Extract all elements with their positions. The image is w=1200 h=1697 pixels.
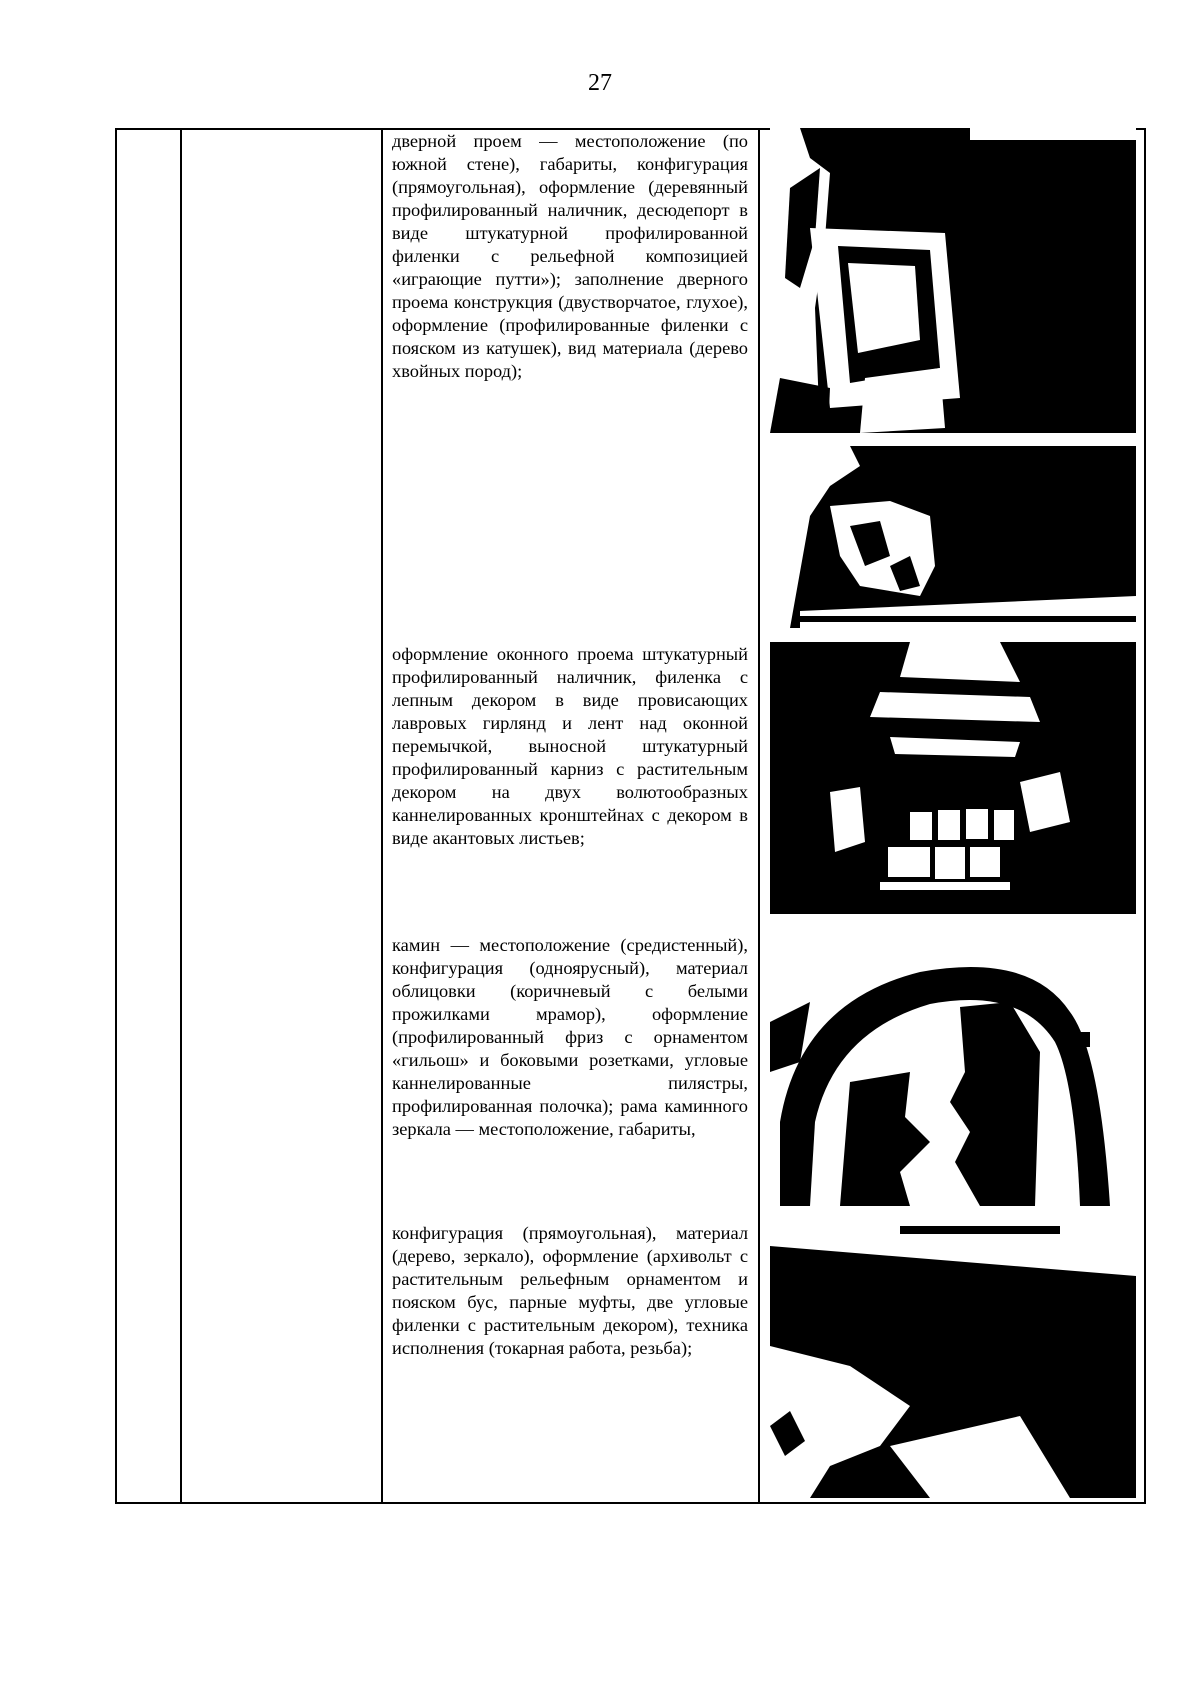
column-divider <box>180 130 182 1502</box>
door-overdoor-relief-photo <box>770 446 1136 628</box>
fireplace-shelf-photo <box>770 1216 1136 1498</box>
window-photo <box>770 642 1136 914</box>
entry-text-window: оформление оконного проема штукатурный профилированный наличник, филенка с лепным декором в виде провисающих лавровых гирлянд и лент над оконной перемычкой, выносной штукатурный профилированный карниз с растительным декором на двух волютообразных каннелированных кронштейнах с декором в виде акантовых листьев; <box>392 644 748 848</box>
entry-text-mirror-frame: конфигурация (прямоугольная), материал (дерево, зеркало), оформление (архивольт с растительным рельефным орнаментом и пояском бус, парные муфты, две угловые филенки с растительным декором), техника исполнения (токарная работа, резьба); <box>392 1223 748 1358</box>
page-number: 27 <box>588 70 612 96</box>
door-photo <box>770 128 1136 433</box>
entry-text-fireplace: камин — местоположение (средистенный), конфигурация (одноярусный), материал облицовки (коричневый с белыми прожилками мрамор), оформление (профилированный фриз с орнаментом «гильош» и боковыми розетками, угловые каннелированные пилястры, профилированная полочка); рама каминного зеркала — местоположение, габариты, <box>392 935 748 1139</box>
column-divider <box>758 130 760 1502</box>
column-divider <box>381 130 383 1502</box>
fireplace-mirror-photo <box>770 932 1136 1206</box>
entry-text-door: дверной проем — местоположение (по южной стене), габариты, конфигурация (прямоугольная), оформление (деревянный профилированный наличник, десюдепорт в виде штукатурной профилированной филенки с рельефной композицией «играющие путти»); заполнение дверного проема конструкция (двустворчатое, глухое), оформление (профилированные филенки с пояском из катушек), вид материала (дерево хвойных пород); <box>392 131 748 381</box>
